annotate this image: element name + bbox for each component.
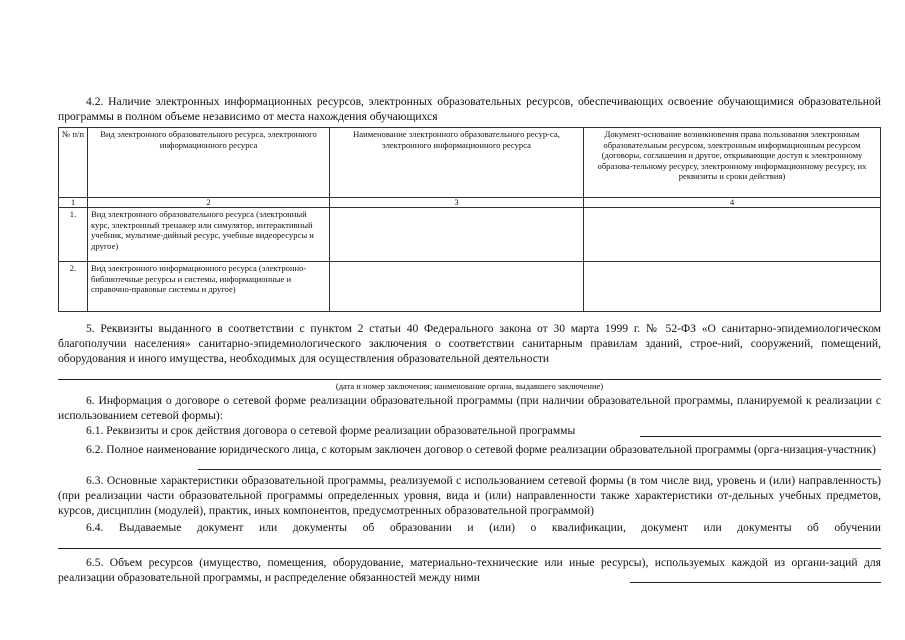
header-num: № п/п — [59, 128, 88, 198]
item-6-5: 6.5. Объем ресурсов (имущество, помещения, оборудование, материально-технические или иные ресурсы), используемых каждой из органи-заций для реализации образовательной программы, и распределение обязанностей между ними — [58, 556, 881, 584]
col-number: 2 — [88, 198, 330, 208]
table-row — [59, 208, 881, 262]
item-6-4: 6.4. Выдаваемые документ или документы об образовании и (или) о квалификации, документ или документы об обучении — [86, 521, 881, 534]
header-basis-document: Документ-основание возникновения права пользования электронным образовательным ресурсом, электронным информационным ресурсом (договоры, соглашения и другое, открывающие доступ к электронному образова-тельному ресурсу, электронному информационному ресурсу, их реквизиты и сроки действия) — [584, 128, 881, 198]
header-resource-name: Наименование электронного образовательного ресур-са, электронного информационного ресурса — [330, 128, 584, 198]
row-resource-name[interactable] — [330, 208, 584, 262]
electronic-resources-table — [58, 127, 881, 312]
section-4-2-paragraph: 4.2. Наличие электронных информационных ресурсов, электронных образовательных ресурсов, обеспечивающих освоение обучающимися образовательной программы в полном объеме независимо от места нахождения обучающихся — [58, 95, 881, 123]
item-6-1-fill-line[interactable] — [640, 436, 881, 437]
item-6-3: 6.3. Основные характеристики образовательной программы, реализуемой с использованием сетевой формы (в том числе вид, уровень и (или) направленность) (при реализации части образовательной программы определенных уровня, вида и (или) направленности также характеристики от-дельных учебных предметов, курсов, дисциплин (модулей), практик, иных компонентов, предусмотренных образовательной программой) — [58, 474, 881, 517]
conclusion-caption: (дата и номер заключения; наименование органа, выдавшего заключение) — [335, 381, 604, 391]
row-basis-document[interactable] — [584, 208, 881, 262]
row-num: 2. — [59, 262, 88, 312]
column-number-row — [59, 198, 881, 208]
row-resource-name[interactable] — [330, 262, 584, 312]
col-number: 4 — [584, 198, 881, 208]
section-6-paragraph: 6. Информация о договоре о сетевой форме реализации образовательной программы (при наличии образовательной программы, планируемой к реализации с использованием сетевой формы): — [58, 394, 881, 422]
item-6-2: 6.2. Полное наименование юридического лица, с которым заключен договор о сетевой форме реализации образовательной программы (орга-низация-участник) — [86, 443, 876, 456]
row-num: 1. — [59, 208, 88, 262]
item-6-2-fill-line[interactable] — [198, 469, 881, 470]
header-resource-type: Вид электронного образовательного ресурса, электронного информационного ресурса — [88, 128, 330, 198]
conclusion-fill-line[interactable] — [58, 379, 881, 380]
table-header-row — [59, 128, 881, 198]
row-resource-type: Вид электронного образовательного ресурса (электронный курс, электронный тренажер или симулятор, интерактивный учебник, мультиме-дийный ресурс, учебные видеоресурсы и другое) — [88, 208, 330, 262]
row-basis-document[interactable] — [584, 262, 881, 312]
col-number: 1 — [59, 198, 88, 208]
col-number: 3 — [330, 198, 584, 208]
item-6-5-fill-line[interactable] — [630, 582, 881, 583]
item-6-1: 6.1. Реквизиты и срок действия договора о сетевой форме реализации образовательной программы — [86, 424, 576, 437]
section-5-paragraph: 5. Реквизиты выданного в соответствии с пунктом 2 статьи 40 Федерального закона от 30 марта 1999 г. № 52-ФЗ «О санитарно-эпидемиологическом благополучии населения» санитарно-эпидемиологического заключения о соответствии санитарным правилам зданий, строе-ний, сооружений, помещений, оборудования и иного имущества, необходимых для осуществления образовательной деятельности — [58, 322, 881, 365]
table-row — [59, 262, 881, 312]
row-resource-type: Вид электронного информационного ресурса (электронно-библиотечные ресурсы и системы, информационные и справочно-правовые системы и другое) — [88, 262, 330, 312]
item-6-4-fill-line[interactable] — [58, 548, 881, 549]
